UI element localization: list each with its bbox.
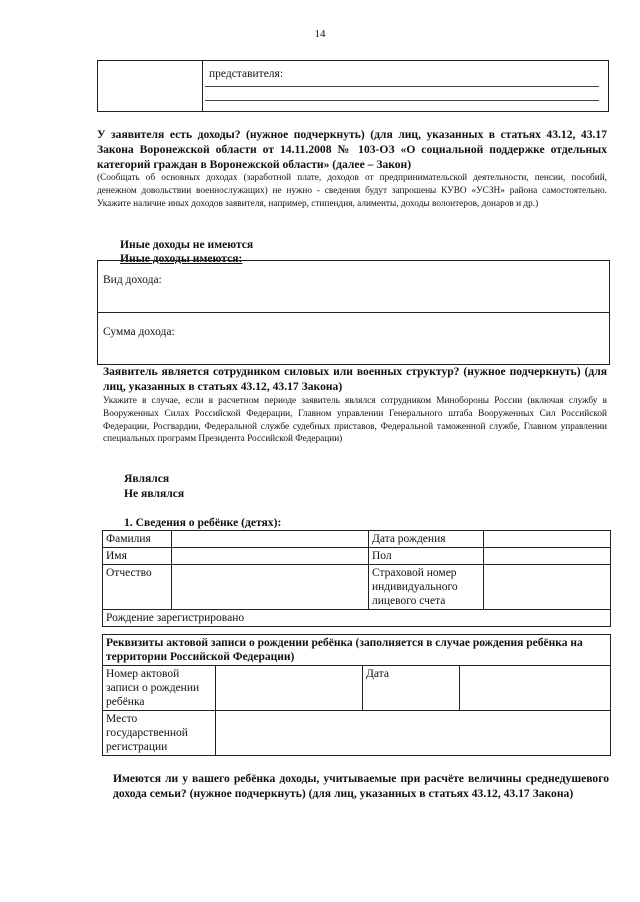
- military-option-yes[interactable]: Являлся: [124, 472, 170, 485]
- income-option-yes[interactable]: Иные доходы имеются:: [120, 252, 243, 265]
- income-type-label: Вид дохода:: [103, 274, 162, 286]
- record-number-value-cell[interactable]: [216, 666, 363, 711]
- record-number-label-cell: [103, 666, 216, 711]
- birth-registered-label: Рождение зарегистрировано: [106, 612, 245, 624]
- name-label-cell: [103, 548, 172, 565]
- military-option-no[interactable]: Не являлся: [124, 487, 185, 500]
- military-question-note: Укажите в случае, если в расчетном периоде заявитель являлся сотрудником Минобороны России (включая службу в Вооруженных Силах Российской Федерации, Главном управлении Генерального штаба Вооруженных Сил Российской Федерации, Росгвардии, Федеральной службе судебных приставов, Федеральной таможенной службе, Главном управлении специальных программ Президента Российской Федерации): [103, 396, 607, 445]
- rep-input-line-2[interactable]: [205, 100, 599, 101]
- page-number: 14: [314, 28, 326, 40]
- name-label: Имя: [106, 550, 127, 562]
- name-value-cell[interactable]: [172, 548, 369, 565]
- income-question-note: (Сообщать об основных доходах (заработной плате, доходов от предпринимательской деятельности, пенсии, пособий, денежном довольствии военнослужащих) не нужно - сведения будут запрошены КУВО «УСЗН» района самостоятельно. Укажите наличие иных доходов заявителя, например, стипендия, алименты, доходы волонтеров, донаров и др.): [97, 173, 607, 209]
- income-option-none[interactable]: Иные доходы не имеются: [120, 238, 254, 251]
- patronymic-value-cell[interactable]: [172, 565, 369, 610]
- rep-label: представителя:: [209, 68, 284, 80]
- income-amount-cell[interactable]: [98, 313, 610, 365]
- child-section-heading: 1. Сведения о ребёнке (детях):: [124, 516, 282, 529]
- birth-date-label-cell: [369, 531, 484, 548]
- income-question-heading: У заявителя есть доходы? (нужное подчеркнуть) (для лиц, указанных в статьях 43.12, 43.17 Закона Воронежской области от 14.11.2008 № 103-ОЗ «О социальной поддержке отдельных категорий граждан в Воронежской области» (далее – Закон): [97, 128, 607, 171]
- registration-place-value-cell[interactable]: [216, 711, 611, 756]
- birth-date-value-cell[interactable]: [484, 531, 611, 548]
- surname-value-cell[interactable]: [172, 531, 369, 548]
- child-info-table: [102, 530, 611, 627]
- snils-value-cell[interactable]: [484, 565, 611, 610]
- income-type-cell[interactable]: [98, 261, 610, 313]
- sex-label-cell: [369, 548, 484, 565]
- patronymic-label-cell: [103, 565, 172, 610]
- patronymic-label: Отчество: [106, 567, 152, 579]
- military-question-heading: Заявитель является сотрудником силовых или военных структур? (нужное подчеркнуть) (для лиц, указанных в статьях 43.12, 43.17 Закона): [103, 365, 607, 393]
- income-box: [97, 260, 610, 365]
- snils-label: Страховой номер индивидуального лицевого счета: [372, 567, 458, 607]
- registration-place-label-cell: [103, 711, 216, 756]
- birth-registered-cell: [103, 610, 611, 627]
- registration-place-label: Место государственной регистрации: [106, 713, 188, 753]
- record-date-label: Дата: [366, 668, 389, 680]
- act-record-table: [102, 634, 611, 756]
- sex-value-cell[interactable]: [484, 548, 611, 565]
- birth-date-label: Дата рождения: [372, 533, 446, 545]
- sex-label: Пол: [372, 550, 392, 562]
- record-date-value-cell[interactable]: [460, 666, 611, 711]
- snils-label-cell: [369, 565, 484, 610]
- child-income-question-heading: Имеются ли у вашего ребёнка доходы, учитываемые при расчёте величины среднедушевого дохода семьи? (нужное подчеркнуть) (для лиц, указанных в статьях 43.12, 43.17 Закона): [113, 772, 609, 800]
- income-amount-label: Сумма дохода:: [103, 326, 175, 338]
- act-record-heading: Реквизиты актовой записи о рождении ребёнка (заполняется в случае рождения ребёнка на территории Российской Федерации): [106, 637, 583, 663]
- rep-input-line-1[interactable]: [205, 86, 599, 87]
- rep-empty-cell: [98, 61, 203, 112]
- surname-label-cell: [103, 531, 172, 548]
- surname-label: Фамилия: [106, 533, 151, 545]
- act-record-heading-cell: [103, 635, 611, 666]
- record-number-label: Номер актовой записи о рождении ребёнка: [106, 668, 200, 708]
- record-date-label-cell: [363, 666, 460, 711]
